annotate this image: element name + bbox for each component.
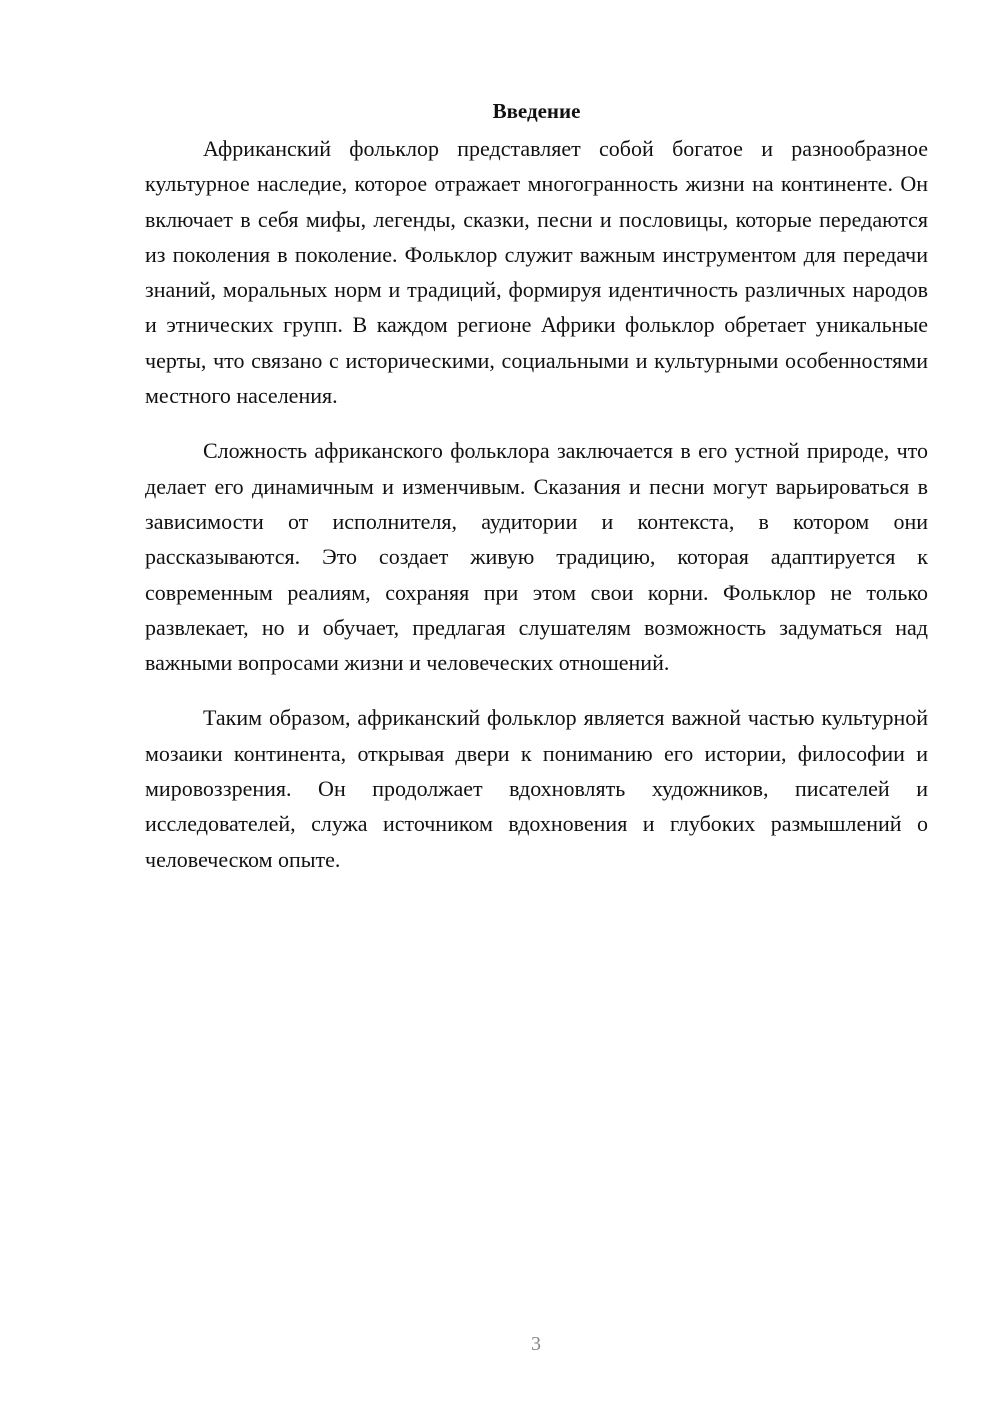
paragraph-3: Таким образом, африканский фольклор является важной частью культурной мозаики континента, открывая двери к пониманию его истории, философии и мировоззрения. Он продолжает вдохновлять художников, писателей и исследователей, служа источником вдохновения и глубоких размышлений о человеческом опыте. xyxy=(145,705,928,872)
paragraph-2: Сложность африканского фольклора заключается в его устной природе, что делает его динамичным и изменчивым. Сказания и песни могут варьироваться в зависимости от исполнителя, аудитории и контекста, в котором они рассказываются. Это создает живую традицию, которая адаптируется к современным реалиям, сохраняя при этом свои корни. Фольклор не только развлекает, но и обучает, предлагая слушателям возможность задуматься над важными вопросами жизни и человеческих отношений. xyxy=(145,438,928,676)
page-number: 3 xyxy=(531,1333,541,1355)
section-heading: Введение xyxy=(492,99,581,123)
paragraph-1: Африканский фольклор представляет собой богатое и разнообразное культурное наследие, которое отражает многогранность жизни на континенте. Он включает в себя мифы, легенды, сказки, песни и пословицы, которые передаются из поколения в поколение. Фольклор служит важным инструментом для передачи знаний, моральных норм и традиций, формируя идентичность различных народов и этнических групп. В каждом регионе Африки фольклор обретает уникальные черты, что связано с историческими, социальными и культурными особенностями местного населения. xyxy=(145,136,928,409)
page-content xyxy=(145,96,928,877)
